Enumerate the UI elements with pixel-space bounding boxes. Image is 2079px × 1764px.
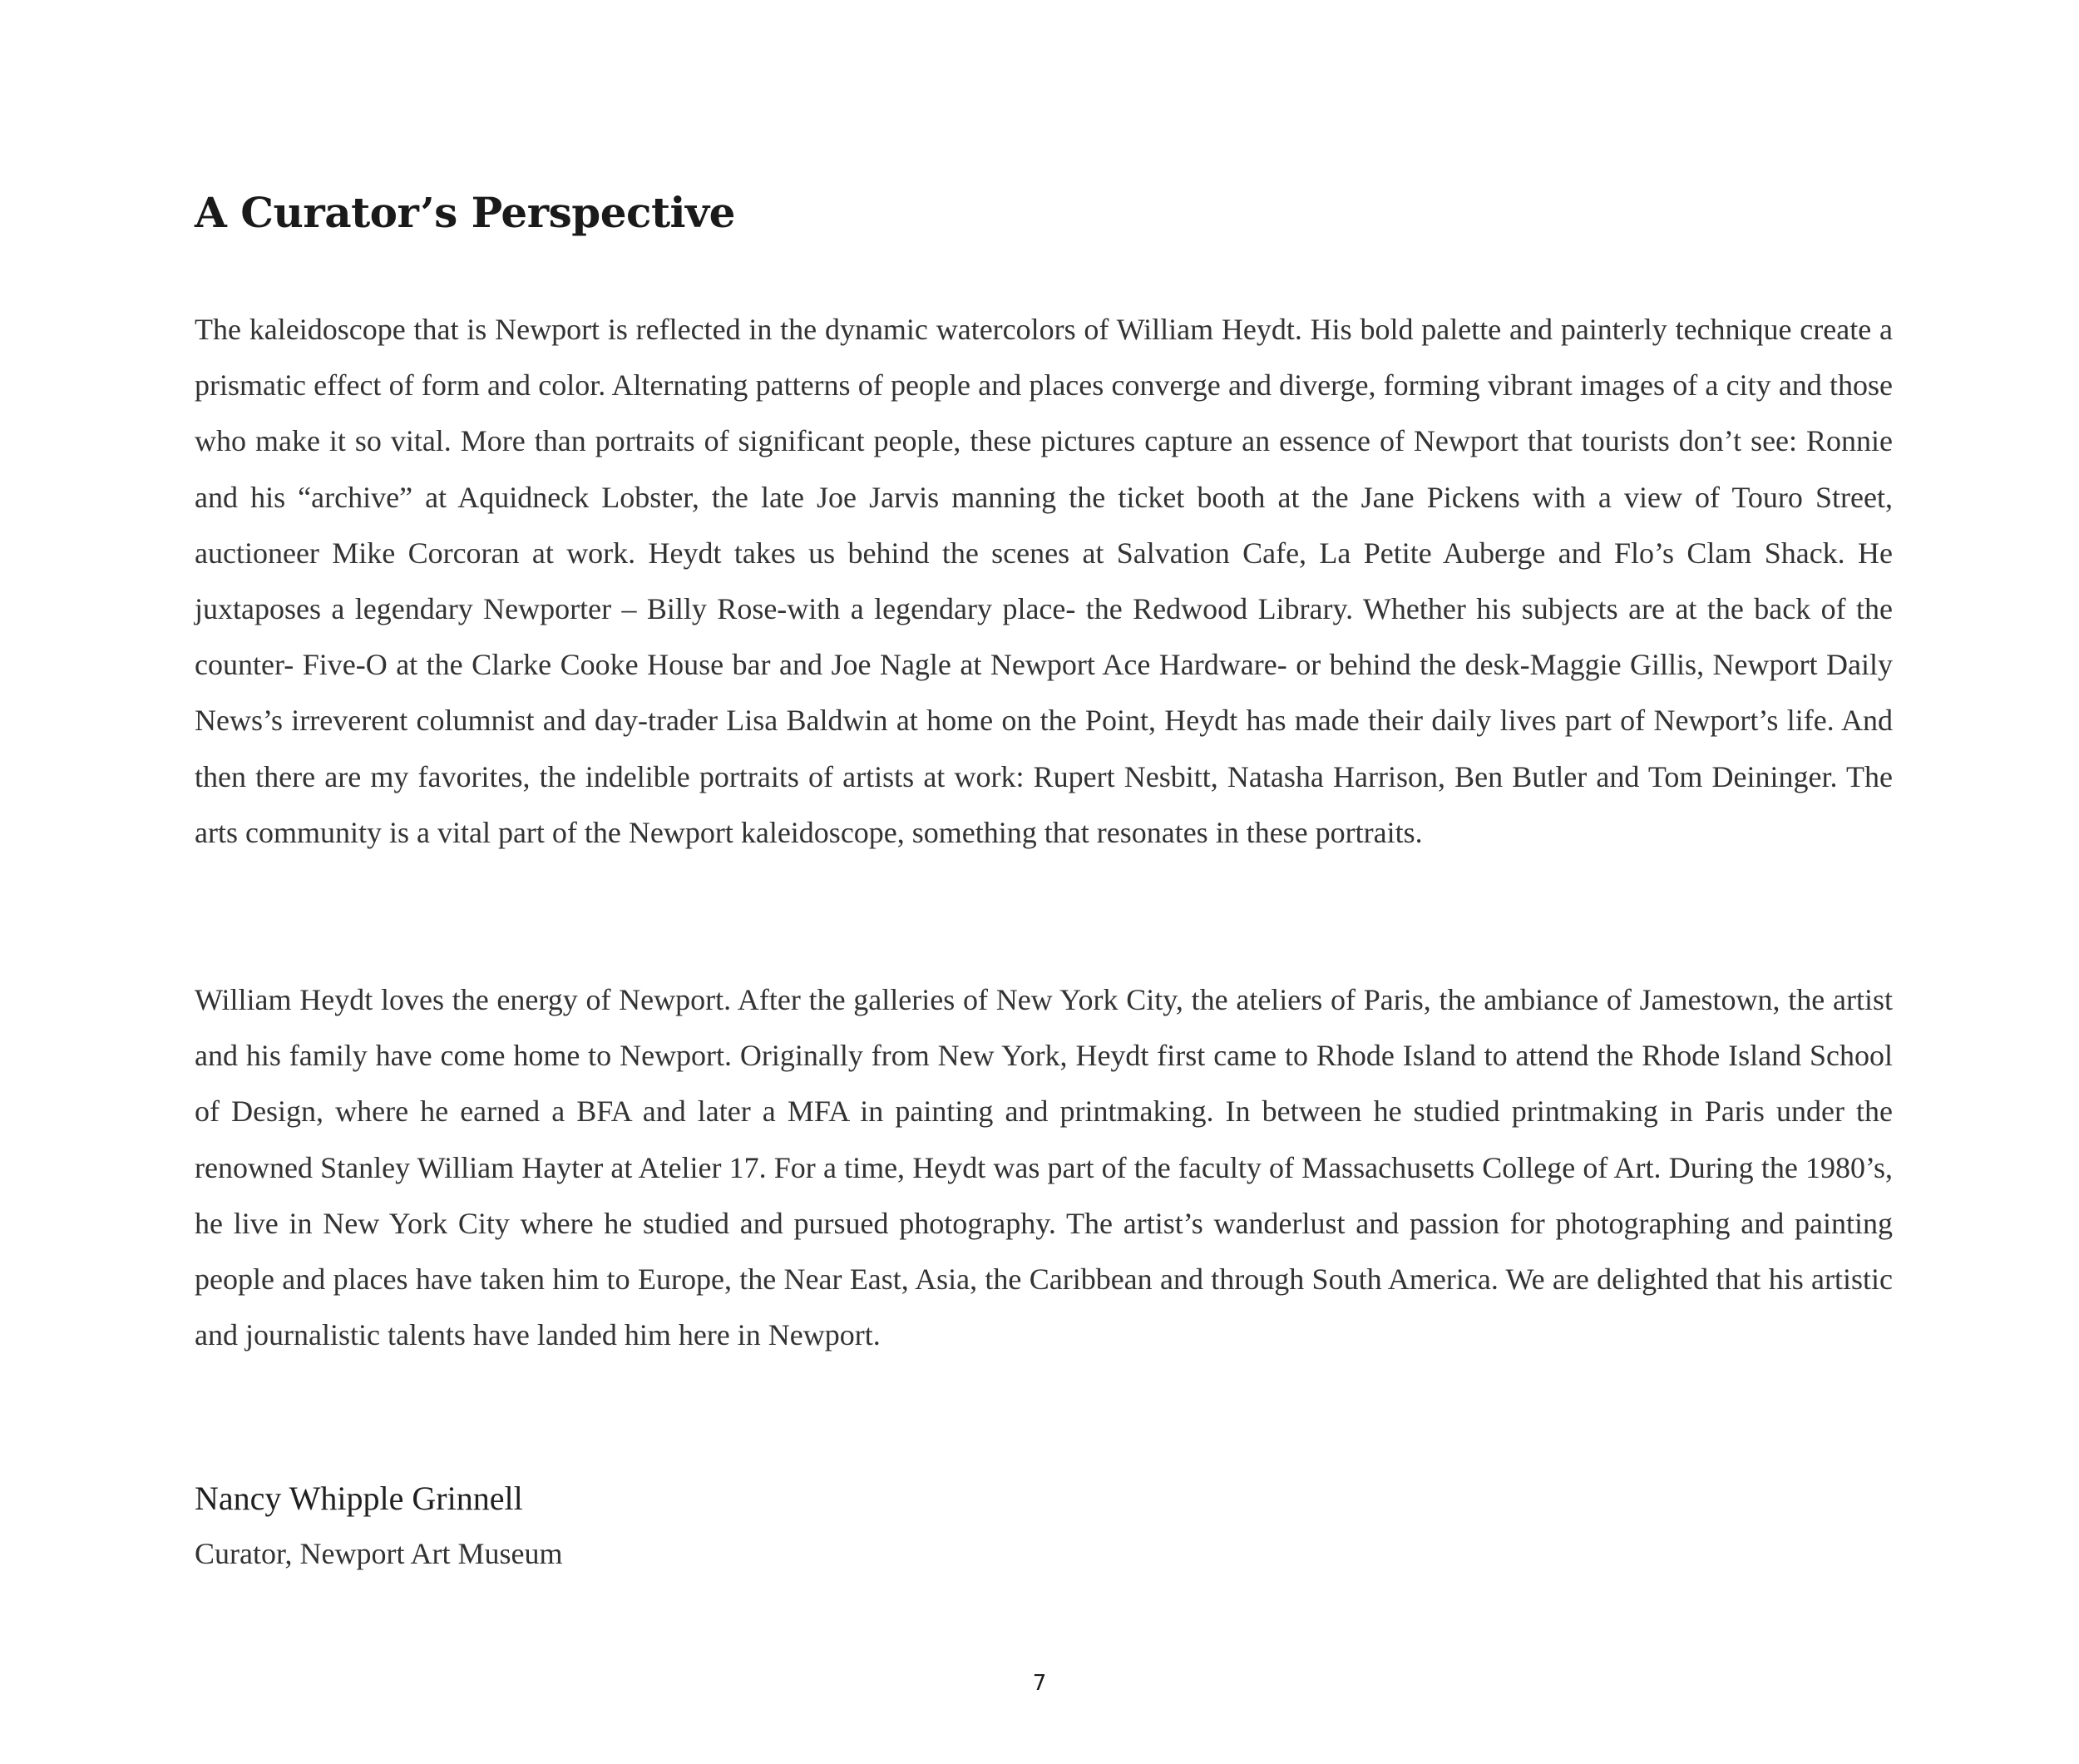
signature-role: Curator, Newport Art Museum [195, 1537, 563, 1570]
page-title: A Curator’s Perspective [195, 188, 735, 237]
body-paragraph-1: The kaleidoscope that is Newport is reflected in the dynamic watercolors of William Heydt. His bold palette and painterly technique create a prismatic effect of form and color. Alternating patterns of people and places converge and diverge, forming vibrant images of a city and those who make it so vital. More than portraits of significant people, these pictures capture an essence of Newport that tourists don’t see: Ronnie and his “archive” at Aquidneck Lobster, the late Joe Jarvis manning the ticket booth at the Jane Pickens with a view of Touro Street, auctioneer Mike Corcoran at work. Heydt takes us behind the scenes at Salvation Cafe, La Petite Auberge and Flo’s Clam Shack. He juxtaposes a legendary Newporter – Billy Rose-with a legendary place- the Redwood Library. Whether his subjects are at the back of the counter- Five-O at the Clarke Cooke House bar and Joe Nagle at Newport Ace Hardware- or behind the desk-Maggie Gillis, Newport Daily News’s irreverent columnist and day-trader Lisa Baldwin at home on the Point, Heydt has made their daily lives part of Newport’s life. And then there are my favorites, the indelible portraits of artists at work: Rupert Nesbitt, Natasha Harrison, Ben Butler and Tom Deininger. The arts community is a vital part of the Newport kaleidoscope, something that resonates in these portraits. [195, 313, 1893, 849]
body-paragraph-2: William Heydt loves the energy of Newport. After the galleries of New York City, the ateliers of Paris, the ambiance of Jamestown, the artist and his family have come home to Newport. Originally from New York, Heydt first came to Rhode Island to attend the Rhode Island School of Design, where he earned a BFA and later a MFA in painting and printmaking. In between he studied printmaking in Paris under the renowned Stanley William Hayter at Atelier 17. For a time, Heydt was part of the faculty of Massachusetts College of Art. During the 1980’s, he live in New York City where he studied and pursued photography. The artist’s wanderlust and passion for photographing and painting people and places have taken him to Europe, the Near East, Asia, the Caribbean and through South America. We are delighted that his artistic and journalistic talents have landed him here in Newport. [195, 983, 1893, 1352]
page-number: 7 [1032, 1671, 1047, 1696]
signature-name: Nancy Whipple Grinnell [195, 1480, 523, 1517]
